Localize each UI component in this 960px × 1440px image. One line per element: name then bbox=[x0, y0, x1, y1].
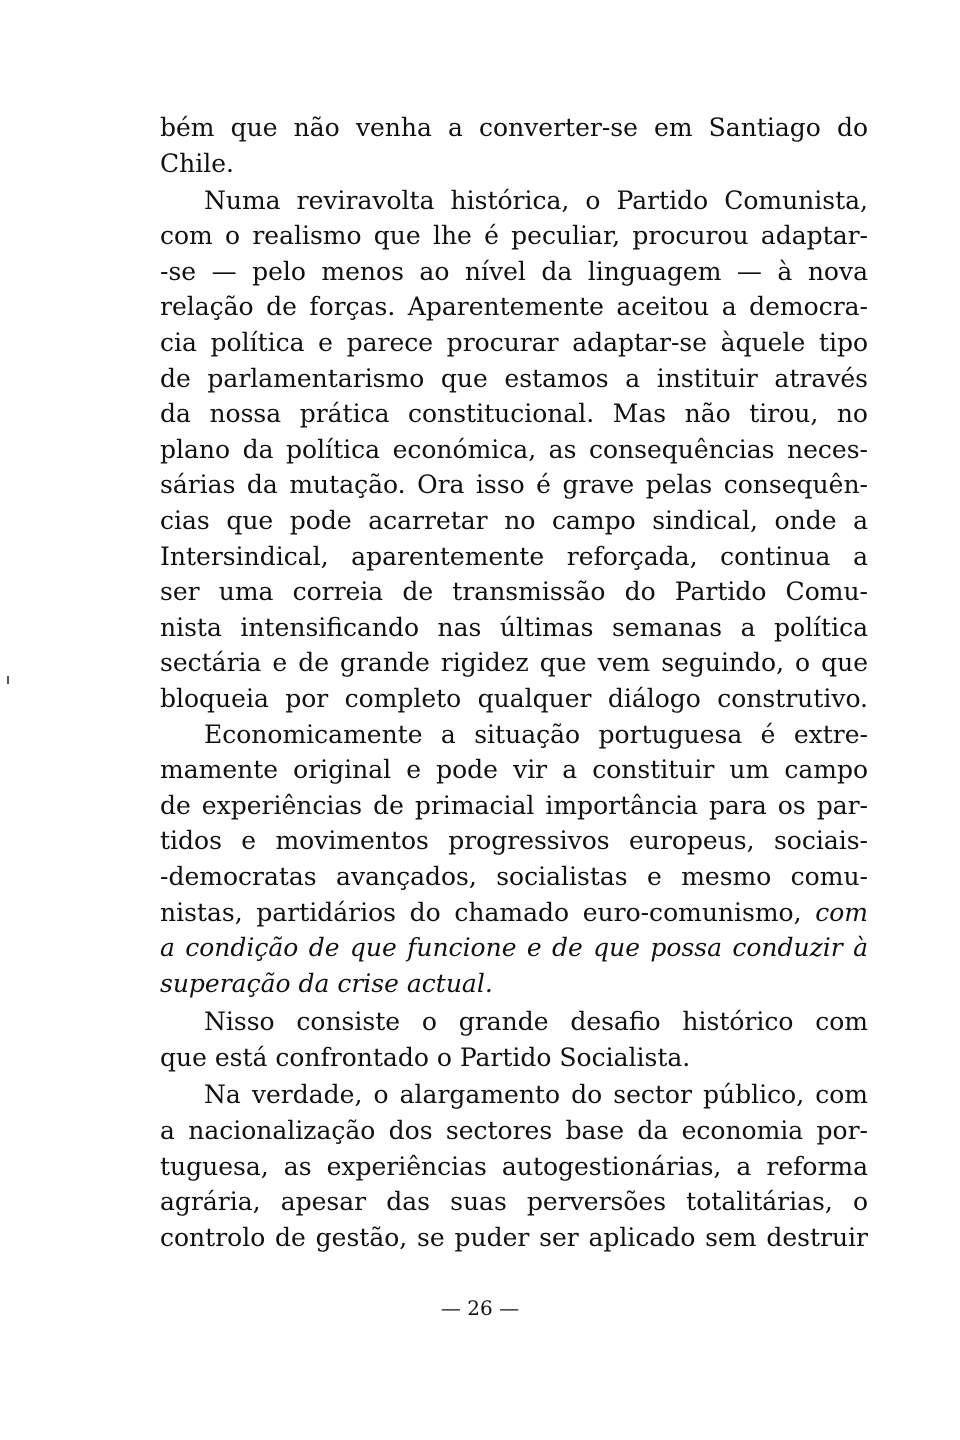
text-segment: nistas, partidários do chamado euro-comunismo, bbox=[160, 898, 802, 927]
scan-speck bbox=[7, 676, 9, 684]
text-line: da nossa prática constitucional. Mas não tirou, no bbox=[160, 399, 868, 428]
text-line: -se — pelo menos ao nível da linguagem — à nova bbox=[160, 257, 868, 286]
italic-segment: com bbox=[815, 898, 869, 927]
text-line: de parlamentarismo que estamos a instituir através bbox=[160, 364, 868, 393]
text-line: Nisso consiste o grande desafio histórico com bbox=[204, 1007, 868, 1036]
text-line: plano da política económica, as consequências neces- bbox=[160, 435, 868, 464]
text-line: a nacionalização dos sectores base da economia por- bbox=[160, 1116, 868, 1145]
text-line: nista intensificando nas últimas semanas a política bbox=[160, 613, 868, 642]
text-line: controlo de gestão, se puder ser aplicado sem destruir bbox=[160, 1223, 868, 1252]
text-line: agrária, apesar das suas perversões totalitárias, o bbox=[160, 1187, 868, 1216]
text-line: Numa reviravolta histórica, o Partido Comunista, bbox=[204, 186, 868, 215]
text-line: tidos e movimentos progressivos europeus, sociais- bbox=[160, 826, 868, 855]
text-line: ser uma correia de transmissão do Partido Comu- bbox=[160, 577, 868, 606]
text-line: tuguesa, as experiências autogestionárias, a reforma bbox=[160, 1152, 868, 1181]
text-line: Chile. bbox=[160, 149, 234, 178]
text-line: -democratas avançados, socialistas e mesmo comu- bbox=[160, 862, 868, 891]
text-line: de experiências de primacial importância para os par- bbox=[160, 791, 868, 820]
text-line: mamente original e pode vir a constituir um campo bbox=[160, 755, 868, 784]
text-line: cias que pode acarretar no campo sindical, onde a bbox=[160, 506, 868, 535]
text-line: com o realismo que lhe é peculiar, procurou adaptar- bbox=[160, 221, 868, 250]
text-line: Intersindical, aparentemente reforçada, continua a bbox=[160, 542, 868, 571]
text-line-italic: superação da crise actual. bbox=[160, 969, 493, 998]
text-line: que está confrontado o Partido Socialista. bbox=[160, 1043, 691, 1072]
text-line bbox=[160, 895, 868, 931]
text-line: bloqueia por completo qualquer diálogo construtivo. bbox=[160, 684, 868, 713]
text-line: cia política e parece procurar adaptar-se àquele tipo bbox=[160, 328, 868, 357]
text-line: Economicamente a situação portuguesa é extre- bbox=[204, 720, 868, 749]
text-line: Na verdade, o alargamento do sector público, com bbox=[204, 1080, 868, 1109]
page-number: — 26 — bbox=[440, 1296, 520, 1320]
text-line: sárias da mutação. Ora isso é grave pelas consequên- bbox=[160, 470, 868, 499]
text-line: relação de forças. Aparentemente aceitou a democra- bbox=[160, 292, 868, 321]
text-line: sectária e de grande rigidez que vem seguindo, o que bbox=[160, 648, 868, 677]
text-line-italic: a condição de que funcione e de que possa conduzir à bbox=[160, 933, 868, 962]
text-line: bém que não venha a converter-se em Santiago do bbox=[160, 113, 868, 142]
